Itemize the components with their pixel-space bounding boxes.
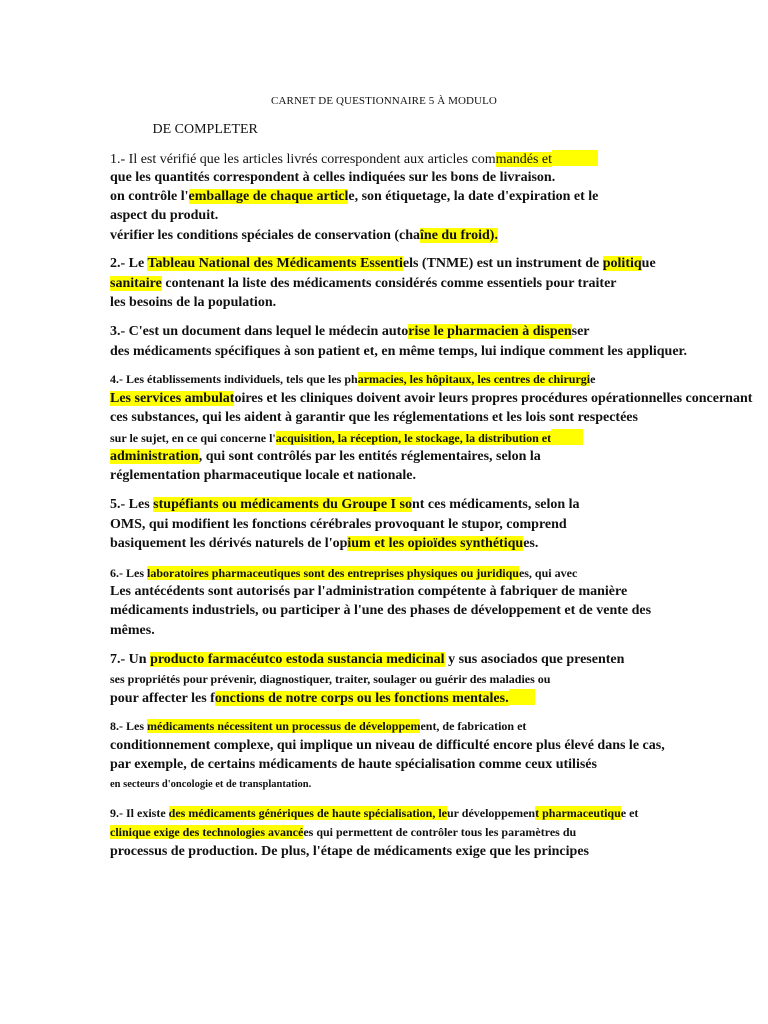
q2-line-2: sanitaire contenant la liste des médicaments considérés comme essentiels pour traiter	[110, 276, 617, 291]
q5-line-3: basiquement les dérivés naturels de l'opium et les opioïdes synthétiques.	[110, 536, 539, 551]
q1-line-5: vérifier les conditions spéciales de conservation (chaîne du froid).	[110, 228, 498, 243]
document-title: CARNET DE QUESTIONNAIRE 5 À MODULO	[271, 95, 497, 107]
subtitle	[131, 122, 258, 138]
subtitle-text: DE COMPLETER	[152, 122, 258, 137]
q4-line-2: Les services ambulatoires et les cliniques doivent avoir leurs propres procédures opérationnelles concernant	[110, 391, 753, 406]
q9-line-2: clinique exige des technologies avancées qui permettent de contrôler tous les paramètres du	[110, 825, 577, 839]
q8-line-1: 8.- Les médicaments nécessitent un processus de développement, de fabrication et	[110, 719, 527, 733]
q3-line-2: des médicaments spécifiques à son patient et, en même temps, lui indique comment les appliquer.	[110, 344, 687, 359]
q9-line-3: processus de production. De plus, l'étape de médicaments exige que les principes	[110, 844, 589, 859]
q6-line-2: Les antécédents sont autorisés par l'administration compétente à fabriquer de manière	[110, 584, 628, 599]
q1-line-2: que les quantités correspondent à celles indiquées sur les bons de livraison.	[110, 170, 556, 185]
q7-line-2: ses propriétés pour prévenir, diagnostiquer, traiter, soulager ou guérir des maladies ou	[110, 672, 551, 686]
q5-line-1: 5.- Les stupéfiants ou médicaments du Groupe I sont ces médicaments, selon la	[110, 497, 580, 512]
q4-line-6: réglementation pharmaceutique locale et nationale.	[110, 468, 417, 483]
q4-line-3: ces substances, qui les aident à garantir que les réglementations et les lois sont respectées	[110, 410, 638, 425]
q4-line-1: 4.- Les établissements individuels, tels que les pharmacies, les hôpitaux, les centres de chirurgie	[110, 372, 596, 386]
q8-line-3: par exemple, de certains médicaments de haute spécialisation comme ceux utilisés	[110, 757, 597, 772]
q7-line-1: 7.- Un producto farmacéutco estoda sustancia medicinal y sus asociados que presenten	[110, 652, 625, 667]
q1-line-4: aspect du produit.	[110, 208, 219, 223]
q3-line-1: 3.- C'est un document dans lequel le médecin autorise le pharmacien à dispenser	[110, 324, 590, 339]
q9-line-1: 9.- Il existe des médicaments génériques de haute spécialisation, leur développement pharmaceutique et	[110, 806, 639, 820]
q8-line-2: conditionnement complexe, qui implique un niveau de difficulté encore plus élevé dans le cas,	[110, 738, 665, 753]
q6-line-1: 6.- Les laboratoires pharmaceutiques sont des entreprises physiques ou juridiques, qui avec	[110, 566, 578, 580]
q8-line-4: en secteurs d'oncologie et de transplantation.	[110, 779, 312, 790]
q2-line-1: 2.- Le Tableau National des Médicaments Essentiels (TNME) est un instrument de politique	[110, 256, 656, 271]
q1-line-3: on contrôle l'emballage de chaque article, son étiquetage, la date d'expiration et le	[110, 189, 599, 204]
q1-line-1: 1.- Il est vérifié que les articles livrés correspondent aux articles commandés et	[110, 150, 598, 169]
q4-line-4: sur le sujet, en ce qui concerne l'acquisition, la réception, le stockage, la distribution et	[110, 429, 583, 447]
q2-line-3: les besoins de la population.	[110, 295, 277, 310]
q6-line-4: mêmes.	[110, 623, 155, 638]
q7-line-3: pour affecter les fonctions de notre corps ou les fonctions mentales.	[110, 689, 535, 708]
q6-line-3: médicaments industriels, ou participer à l'une des phases de développement et de vente des	[110, 603, 652, 618]
q5-line-2: OMS, qui modifient les fonctions cérébrales provoquant le stupor, comprend	[110, 517, 567, 532]
q4-line-5: administration, qui sont contrôlés par les entités réglementaires, selon la	[110, 449, 541, 464]
